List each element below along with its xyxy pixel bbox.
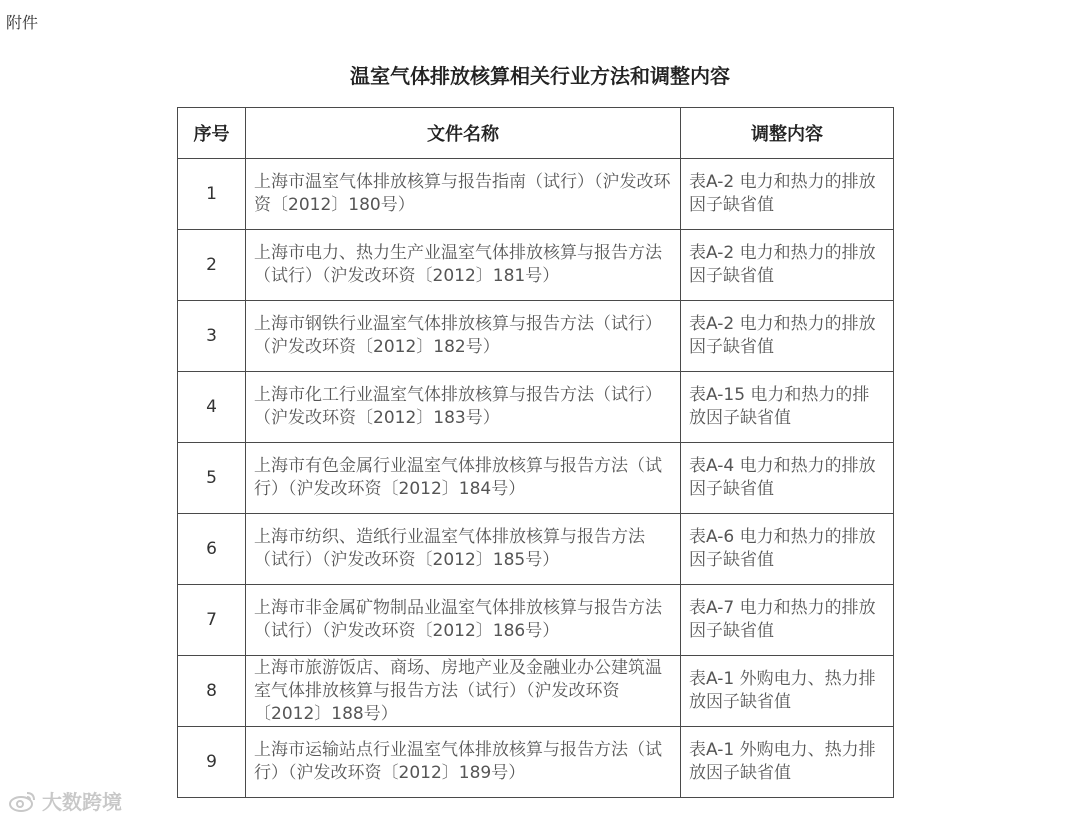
- header-adjustment-content: 调整内容: [681, 108, 894, 159]
- table-header-row: [178, 108, 894, 159]
- row-document-name: 上海市温室气体排放核算与报告指南（试行）（沪发改环资〔2012〕180号）: [246, 159, 681, 230]
- row-document-name: 上海市电力、热力生产业温室气体排放核算与报告方法（试行）（沪发改环资〔2012〕181号）: [246, 230, 681, 301]
- row-document-name: 上海市非金属矿物制品业温室气体排放核算与报告方法（试行）（沪发改环资〔2012〕186号）: [246, 585, 681, 656]
- row-serial-no: 8: [178, 656, 246, 727]
- row-serial-no: 3: [178, 301, 246, 372]
- row-serial-no: 2: [178, 230, 246, 301]
- table-row: [178, 656, 894, 727]
- row-document-name: 上海市旅游饭店、商场、房地产业及金融业办公建筑温室气体排放核算与报告方法（试行）（沪发改环资〔2012〕188号）: [246, 656, 681, 727]
- row-serial-no: 9: [178, 727, 246, 798]
- table-row: [178, 372, 894, 443]
- header-serial-no: 序号: [178, 108, 246, 159]
- row-adjustment-content: 表A-2 电力和热力的排放因子缺省值: [681, 230, 894, 301]
- table-row: [178, 301, 894, 372]
- watermark-text: 大数跨境: [42, 790, 122, 814]
- table-row: [178, 443, 894, 514]
- row-document-name: 上海市有色金属行业温室气体排放核算与报告方法（试行）（沪发改环资〔2012〕184号）: [246, 443, 681, 514]
- document-title: 温室气体排放核算相关行业方法和调整内容: [350, 64, 730, 88]
- row-serial-no: 1: [178, 159, 246, 230]
- row-adjustment-content: 表A-1 外购电力、热力排放因子缺省值: [681, 727, 894, 798]
- row-adjustment-content: 表A-4 电力和热力的排放因子缺省值: [681, 443, 894, 514]
- table-row: [178, 727, 894, 798]
- attachment-label: 附件: [6, 13, 39, 32]
- watermark: [8, 786, 122, 815]
- row-adjustment-content: 表A-2 电力和热力的排放因子缺省值: [681, 301, 894, 372]
- row-adjustment-content: 表A-2 电力和热力的排放因子缺省值: [681, 159, 894, 230]
- row-adjustment-content: 表A-7 电力和热力的排放因子缺省值: [681, 585, 894, 656]
- table-row: [178, 159, 894, 230]
- row-adjustment-content: 表A-1 外购电力、热力排放因子缺省值: [681, 656, 894, 727]
- row-serial-no: 7: [178, 585, 246, 656]
- row-serial-no: 6: [178, 514, 246, 585]
- row-document-name: 上海市化工行业温室气体排放核算与报告方法（试行）（沪发改环资〔2012〕183号）: [246, 372, 681, 443]
- header-document-name: 文件名称: [246, 108, 681, 159]
- row-adjustment-content: 表A-6 电力和热力的排放因子缺省值: [681, 514, 894, 585]
- table-row: [178, 514, 894, 585]
- row-document-name: 上海市纺织、造纸行业温室气体排放核算与报告方法（试行）（沪发改环资〔2012〕185号）: [246, 514, 681, 585]
- row-document-name: 上海市钢铁行业温室气体排放核算与报告方法（试行）（沪发改环资〔2012〕182号）: [246, 301, 681, 372]
- weibo-logo-icon: [8, 789, 38, 813]
- row-serial-no: 5: [178, 443, 246, 514]
- row-adjustment-content: 表A-15 电力和热力的排放因子缺省值: [681, 372, 894, 443]
- table-row: [178, 585, 894, 656]
- row-serial-no: 4: [178, 372, 246, 443]
- adjustment-table: [177, 107, 894, 798]
- table-row: [178, 230, 894, 301]
- row-document-name: 上海市运输站点行业温室气体排放核算与报告方法（试行）（沪发改环资〔2012〕189号）: [246, 727, 681, 798]
